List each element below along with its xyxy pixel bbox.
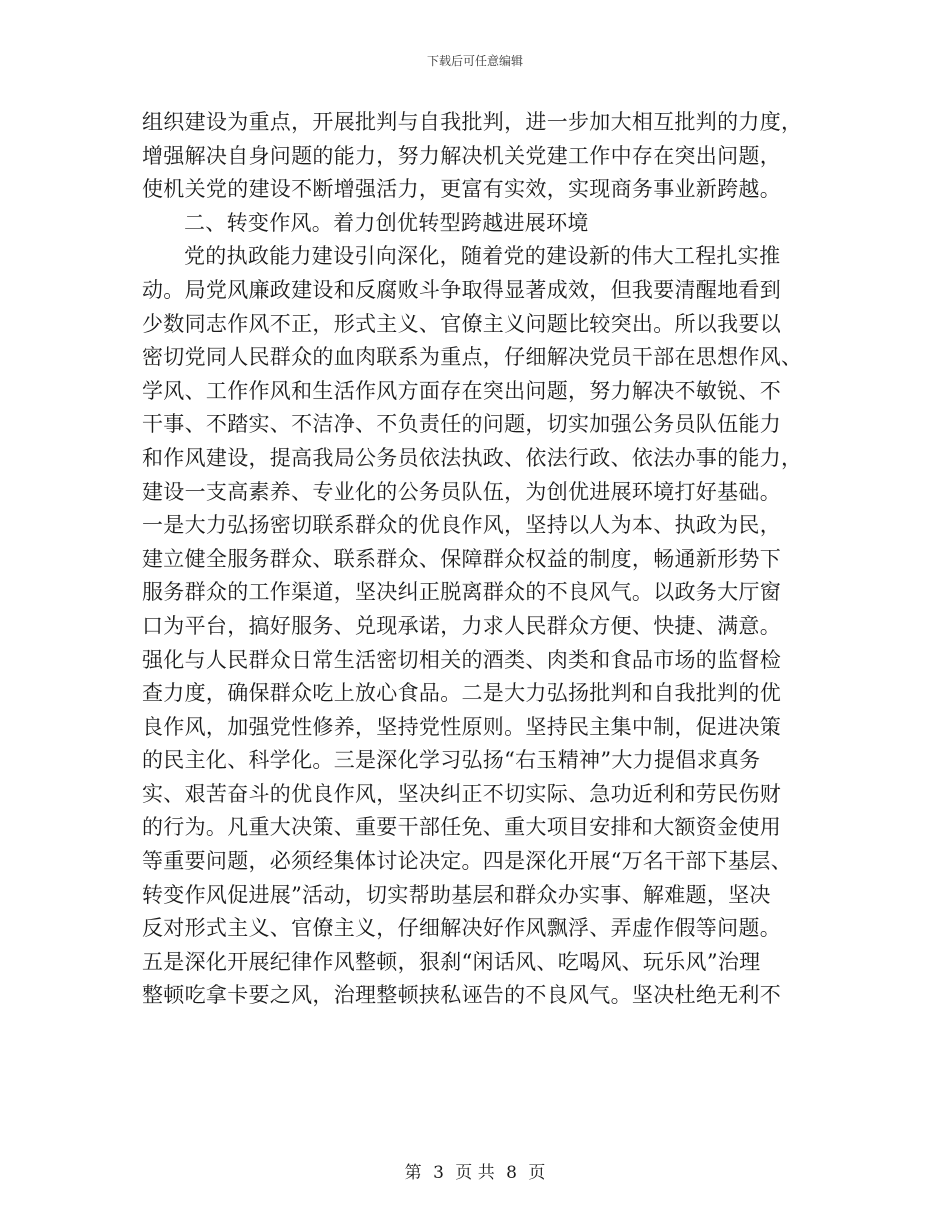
text-line: 服务群众的工作渠道，坚决纠正脱离群众的不良风气。以政务大厅窗: [142, 580, 781, 605]
page-number-prefix: 第: [404, 1163, 422, 1183]
text-line: 和作风建设，提高我局公务员依法执政、依法行政、依法办事的能力，: [142, 445, 803, 470]
text-line: 建立健全服务群众、联系群众、保障群众权益的制度，畅通新形势下: [142, 546, 781, 571]
page-header: 下载后可任意编辑: [426, 54, 523, 68]
page-number-middle: 页 共: [455, 1163, 495, 1183]
current-page-number: 3: [433, 1163, 444, 1183]
text-line: 强化与人民群众日常生活密切相关的酒类、肉类和食品市场的监督检: [142, 647, 781, 672]
text-line: 组织建设为重点，开展批判与自我批判，进一步加大相互批判的力度，: [142, 110, 803, 134]
text-line: 干事、不踏实、不洁净、不负责任的问题，切实加强公务员队伍能力: [142, 412, 781, 437]
text-line: 少数同志作风不正，形式主义、官僚主义问题比较突出。所以我要以: [142, 311, 781, 336]
text-line: 建设一支高素养、专业化的公务员队伍，为创优进展环境打好基础。: [142, 479, 781, 504]
text-line: 二、转变作风。着力创优转型跨越进展环境: [184, 210, 589, 235]
text-line: 党的执政能力建设引向深化，随着党的建设新的伟大工程扎实推: [184, 244, 781, 269]
text-line: 五是深化开展纪律作风整顿，狠刹“闲话风、吃喝风、玩乐风”治理: [142, 949, 761, 974]
text-line: 密切党同人民群众的血肉联系为重点，仔细解决党员干部在思想作风、: [142, 345, 803, 370]
text-line: 口为平台，搞好服务、兑现承诺，力求人民群众方便、快捷、满意。: [142, 613, 781, 638]
page-number-suffix: 页: [528, 1163, 546, 1183]
text-line: 实、艰苦奋斗的优良作风，坚决纠正不切实际、急功近利和劳民伤财: [142, 781, 781, 806]
text-line: 整顿吃拿卡要之风，治理整顿挟私诬告的不良风气。坚决杜绝无利不: [142, 983, 781, 1008]
text-line: 学风、工作作风和生活作风方面存在突出问题，努力解决不敏锐、不: [142, 378, 781, 403]
page-footer: [0, 1158, 950, 1183]
text-line: 的行为。凡重大决策、重要干部任免、重大项目安排和大额资金使用: [142, 815, 781, 840]
text-line: 转变作风促进展”活动，切实帮助基层和群众办实事、解难题，坚决: [142, 882, 771, 907]
text-line: 良作风，加强党性修养，坚持党性原则。坚持民主集中制，促进决策: [142, 714, 781, 739]
text-line: 反对形式主义、官僚主义，仔细解决好作风飘浮、弄虚作假等问题。: [142, 916, 781, 941]
text-line: 动。局党风廉政建设和反腐败斗争取得显著成效，但我要清醒地看到: [142, 277, 781, 302]
text-line: 一是大力弘扬密切联系群众的优良作风，坚持以人为本、执政为民，: [142, 513, 781, 538]
text-line: 使机关党的建设不断增强活力，更富有实效，实现商务事业新跨越。: [142, 177, 781, 202]
document-body: [142, 106, 806, 1013]
total-pages-number: 8: [506, 1163, 517, 1183]
text-line: 查力度，确保群众吃上放心食品。二是大力弘扬批判和自我批判的优: [142, 681, 781, 706]
text-line: 增强解决自身问题的能力，努力解决机关党建工作中存在突出问题，: [142, 143, 781, 168]
text-line: 的民主化、科学化。三是深化学习弘扬“右玉精神”大力提倡求真务: [142, 748, 761, 773]
text-line: 等重要问题，必须经集体讨论决定。四是深化开展“万名干部下基层、: [142, 849, 793, 874]
